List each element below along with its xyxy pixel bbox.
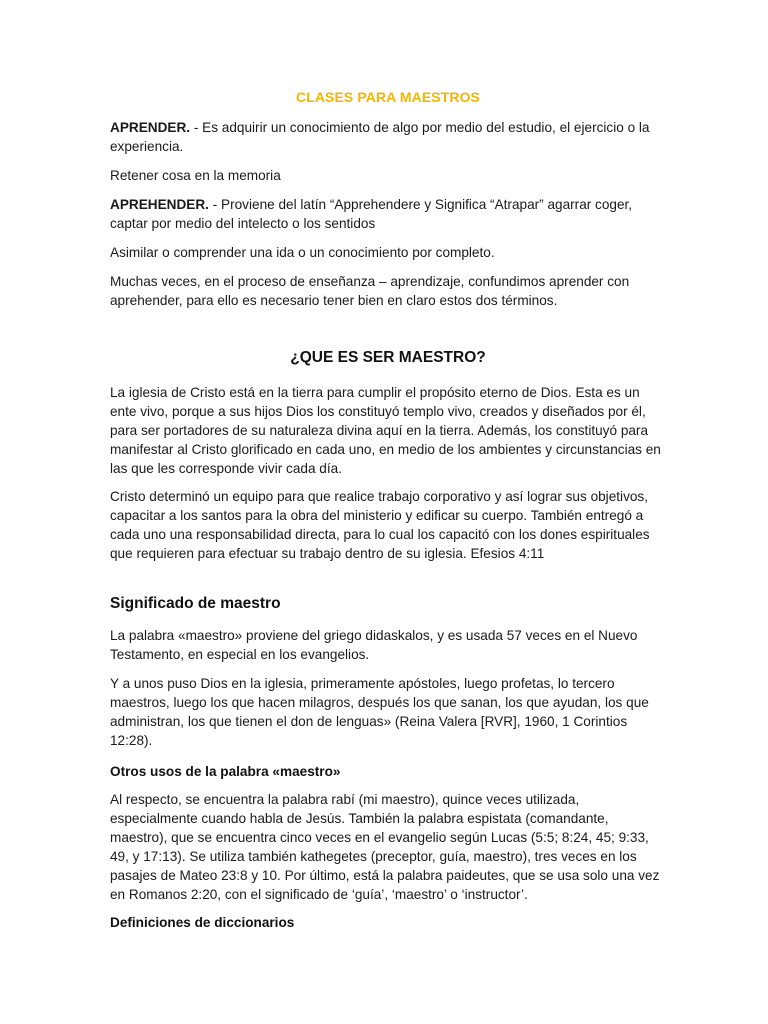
heading-significado-de-maestro: Significado de maestro [110, 595, 281, 612]
paragraph-muchas-veces: Muchas veces, en el proceso de enseñanza – aprendizaje, confundimos aprender con aprehender, para ello es necesario tener bien en claro estos dos términos. [110, 274, 630, 308]
definition-aprehender: - Proviene del latín “Apprehendere y Significa “Atrapar” agarrar coger, captar por medio del intelecto o los sentidos [110, 197, 633, 231]
paragraph-retener: Retener cosa en la memoria [110, 168, 281, 183]
heading-definiciones: Definiciones de diccionarios [110, 915, 295, 930]
term-aprender: APRENDER. [110, 120, 191, 135]
paragraph-rabi: Al respecto, se encuentra la palabra rabí (mi maestro), quince veces utilizada, especialmente cuando habla de Jesús. También la palabra espistata (comandante, maestro), que se encuentra cinco veces en el evangelio según Lucas (5:5; 8:24, 45; 9:33, 49, y 17:13). Se utiliza también kathegetes (preceptor, guía, maestro), tres veces en los pasajes de Mateo 23:8 y 10. Por último, está la palabra paideutes, que se usa solo una vez en Romanos 2:20, con el significado de ‘guía’, ‘maestro’ o ‘instructor’. [110, 792, 660, 902]
paragraph-cristo-determino: Cristo determinó un equipo para que realice trabajo corporativo y así lograr sus objetivos, capacitar a los santos para la obra del ministerio y edificar su cuerpo. También entregó a cada uno una responsabilidad directa, para lo cual los capacitó con los dones espirituales que requieren para efectuar su trabajo dentro de su iglesia. Efesios 4:11 [110, 489, 650, 561]
heading-otros-usos: Otros usos de la palabra «maestro» [110, 764, 341, 779]
paragraph-palabra-maestro: La palabra «maestro» proviene del griego didaskalos, y es usada 57 veces en el Nuevo Testamento, en especial en los evangelios. [110, 628, 638, 662]
paragraph-iglesia: La iglesia de Cristo está en la tierra para cumplir el propósito eterno de Dios. Esta es un ente vivo, porque a sus hijos Dios los constituyó templo vivo, creados y diseñados por él, para ser portadores de su naturaleza divina aquí en la tierra. Además, los constituyó para manifestar al Cristo glorificado en cada uno, en medio de los ambientes y circunstancias en las que les corresponde vivir cada día. [110, 385, 661, 476]
paragraph-aprehender [110, 195, 666, 233]
heading-que-es-ser-maestro: ¿QUE ES SER MAESTRO? [290, 349, 486, 366]
term-aprehender: APREHENDER. [110, 197, 209, 212]
paragraph-asimilar: Asimilar o comprender una ida o un conocimiento por completo. [110, 245, 495, 260]
document-title: CLASES PARA MAESTROS [295, 89, 480, 105]
paragraph-aprender [110, 118, 666, 156]
paragraph-corintios: Y a unos puso Dios en la iglesia, primeramente apóstoles, luego profetas, lo tercero maestros, luego los que hacen milagros, después los que sanan, los que ayudan, los que administran, los que tienen el don de lenguas» (Reina Valera [RVR], 1960, 1 Corintios 12:28). [110, 676, 649, 748]
definition-aprender: - Es adquirir un conocimiento de algo por medio del estudio, el ejercicio o la experiencia. [110, 120, 650, 154]
